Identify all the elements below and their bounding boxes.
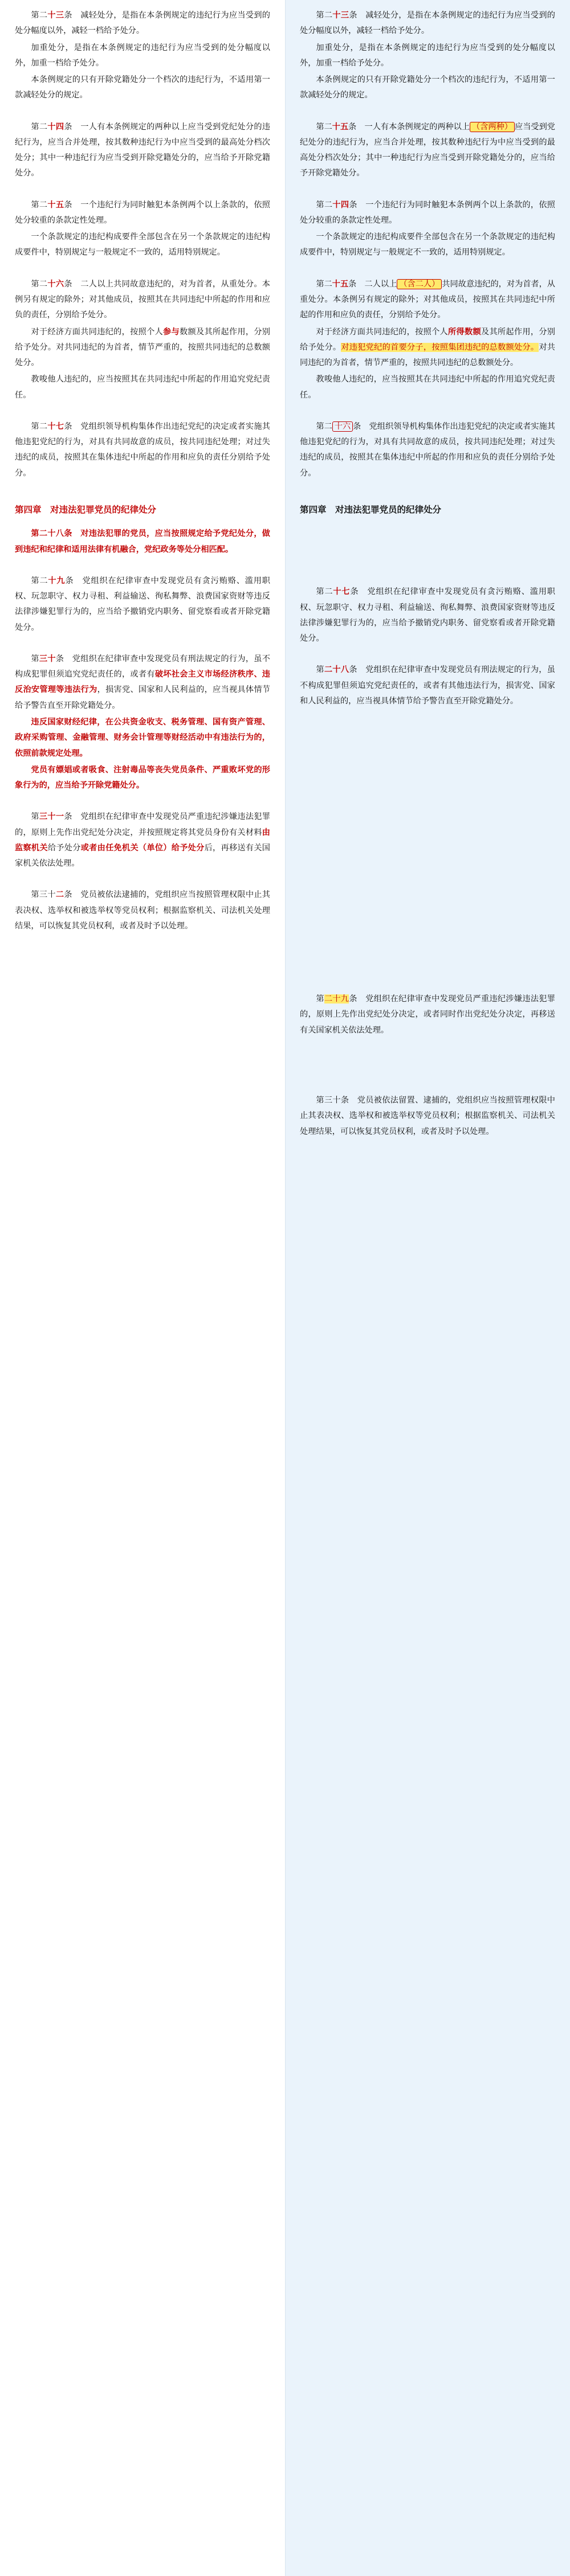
- paragraph-gap: [300, 1054, 555, 1074]
- paragraph-gap: [15, 518, 270, 526]
- paragraph-gap: [300, 802, 555, 822]
- paragraph-gap: [15, 482, 270, 502]
- paragraph-gap: [300, 880, 555, 899]
- inline-revision: 由监察机关: [15, 828, 270, 853]
- paragraph-gap: [300, 105, 555, 120]
- paragraph-gap: [300, 565, 555, 584]
- paragraph-gap: [300, 482, 555, 502]
- paragraph: 第二 十六 条 党组织领导机构集体作出违犯党纪的决定或者实施其他违犯党纪的行为，对具有共同故意的成员，按共同违纪处理；对过失违纪的成员，按照其在集体违纪中所起的作用和应负的责任分别给予处分。: [300, 421, 555, 478]
- inline-insertion: （含两种）: [470, 122, 515, 132]
- paragraph: 第三十一条 党组织在纪律审查中发现党员严重违纪涉嫌违法犯罪的，原则上先作出党纪处分决定，并按照规定将其党员身份有关材料由监察机关给予处分或者由任免机关（单位）给予处分后，再移送有关国家机关依法处理。: [15, 812, 270, 869]
- paragraph-gap: [300, 841, 555, 861]
- paragraph: 第二十七条 党组织在纪律审查中发现党员有贪污贿赂、滥用职权、玩忽职守、权力寻租、利益输送、徇私舞弊、浪费国家资财等违反法律涉嫌犯罪行为的，应当给予撤销党内职务、留党察看或者开除党籍处分。: [300, 587, 555, 644]
- paragraph-gap: [300, 518, 555, 526]
- paragraph-gap: [300, 262, 555, 277]
- article-number-highlight: 二十九: [324, 994, 349, 1004]
- chapter-heading: 第四章 对违法犯罪党员的纪律处分: [15, 504, 157, 515]
- column-divider: [285, 0, 286, 2576]
- article-number-highlight: 二: [55, 890, 64, 900]
- paragraph-gap: [15, 873, 270, 887]
- chapter-heading: 第四章 对违法犯罪党员的纪律处分: [300, 504, 442, 515]
- paragraph-gap: [300, 710, 555, 725]
- paragraph-gap: [300, 648, 555, 662]
- paragraph-gap: [300, 526, 555, 546]
- paragraph-gap: [15, 559, 270, 574]
- paragraph: 对于经济方面共同违纪的，按照个人所得数额及其所起作用，分别给予处分。对违犯党纪的首要分子，按照集团违纪的总数额处分。对共同违纪的为首者，情节严重的，按照共同违纪的总数额处分。: [300, 327, 555, 368]
- paragraph-gap: [300, 938, 555, 957]
- paragraph: 第二十六条 二人以上共同故意违纪的，对为首者，从重处分。本例另有规定的除外；对其他成员，按照其在共同违纪中所起的作用和应负的责任，分别给予处分。: [15, 279, 270, 320]
- inline-revision: 参与: [163, 327, 180, 337]
- paragraph: 本条例规定的只有开除党籍处分一个档次的违纪行为，不适用第一款减轻处分的规定。: [15, 75, 270, 100]
- paragraph: 教唆他人违纪的，应当按照其在共同违纪中所起的作用追究党纪责任。: [15, 375, 270, 400]
- paragraph-gap: [300, 899, 555, 919]
- article-number-highlight: 二十八: [324, 665, 349, 675]
- paragraph-new-article: 第二十八条 对违法犯罪的党员，应当按照规定给予党纪处分，做到违纪和纪律和适用法律有机融合，党纪政务等处分相匹配。: [15, 529, 270, 554]
- paragraph: 第二十五条 一人有本条例规定的两种以上 （含两种） 应当受到党纪处分的违纪行为，应当合并处理，按其数种违纪行为中应当受到的最高处分档次处分；其中一种违纪行为应当受到开除党籍处分的，应当给予开除党籍处分。: [300, 122, 555, 178]
- paragraph: 第二十九条 党组织在纪律审查中发现党员严重违纪涉嫌违法犯罪的，原则上先作出党纪处分决定，或者同时作出党纪处分决定，再移送有关国家机关依法处理。: [300, 994, 555, 1035]
- article-number-highlight: 十六: [47, 279, 64, 289]
- article-number-highlight: 三十一: [39, 812, 64, 822]
- paragraph: 一个条款规定的违纪构成要件全部包含在另一个条款规定的违纪构成要件中，特别规定与一般规定不一致的，适用特别规定。: [300, 232, 555, 257]
- paragraph: 第二十八条 党组织在纪律审查中发现党员有刑法规定的行为，虽不构成犯罪但须追究党纪责任的，或者有其他违法行为，损害党、国家和人民利益的，应当视具体情节给予警告直至开除党籍处分。: [300, 665, 555, 706]
- paragraph-gap: [300, 183, 555, 198]
- article-number-highlight: 十三: [332, 11, 349, 20]
- paragraph: 第二十三条 减轻处分，是指在本条例规定的违纪行为应当受到的处分幅度以外，减轻一档给予处分。: [300, 11, 555, 36]
- paragraph-gap: [300, 919, 555, 938]
- paragraph: 第三十二条 党员被依法逮捕的，党组织应当按照管理权限中止其表决权、选举权和被选举权等党员权利；根据监察机关、司法机关处理结果，可以恢复其党员权利，或者及时予以处理。: [15, 890, 270, 931]
- paragraph-gap: [300, 764, 555, 783]
- paragraph: 一个条款规定的违纪构成要件全部包含在另一个条款规定的违纪构成要件中，特别规定与一般规定不一致的，适用特别规定。: [15, 232, 270, 257]
- paragraph-gap: [300, 744, 555, 764]
- paragraph-gap: [300, 1074, 555, 1093]
- paragraph: 第二十四条 一个违纪行为同时触犯本条例两个以上条款的，依照处分较重的条款定性处理。: [300, 200, 555, 225]
- inline-revision: 或者由任免机关（单位）给予处分: [80, 843, 205, 853]
- article-number-highlight: 十五: [332, 279, 349, 289]
- paragraph-gap: [300, 546, 555, 565]
- column-new-version: [285, 0, 570, 2576]
- article-number-highlight: 十四: [332, 200, 349, 210]
- paragraph-gap: [300, 861, 555, 880]
- article-number-highlight: 十五: [332, 122, 349, 132]
- paragraph-gap: [15, 262, 270, 277]
- paragraph-gap: [15, 404, 270, 419]
- paragraph: 第三十条 党组织在纪律审查中发现党员有刑法规定的行为，虽不构成犯罪但须追究党纪责任的，或者有破坏社会主义市场经济秩序、违反治安管理等违法行为，损害党、国家和人民利益的，应当视具体情节给予警告直至开除党籍处分。: [15, 654, 270, 710]
- paragraph-gap: [300, 957, 555, 977]
- inline-revision: 所得数额: [448, 327, 481, 337]
- article-number-highlight: 十七: [47, 421, 64, 431]
- article-number-highlight: 十四: [47, 122, 64, 132]
- paragraph-gap: [15, 794, 270, 809]
- article-number-highlight: 十七: [333, 587, 351, 597]
- paragraph: 第二十五条 二人以上 （含二人） 共同故意违纪的，对为首者，从重处分。本条例另有规定的除外；对其他成员，按照其在共同违纪中所起的作用和应负的责任，分别给予处分。: [300, 279, 555, 320]
- article-number-highlight: 十三: [47, 11, 64, 20]
- paragraph: 第二十五条 一个违纪行为同时触犯本条例两个以上条款的，依照处分较重的条款定性处理。: [15, 200, 270, 225]
- paragraph-gap: [300, 977, 555, 992]
- paragraph-gap: [300, 822, 555, 841]
- paragraph-gap: [300, 404, 555, 419]
- paragraph-new-clause: 违反国家财经纪律，在公共资金收支、税务管理、国有资产管理、政府采购管理、金融管理、财务会计管理等财经活动中有违法行为的，依照前款规定处理。: [15, 718, 270, 758]
- paragraph-gap: [300, 725, 555, 744]
- inline-insertion: （含二人）: [397, 279, 442, 289]
- paragraph-gap: [15, 637, 270, 652]
- paragraph-gap: [15, 183, 270, 198]
- paragraph: 第三十条 党员被依法留置、逮捕的，党组织应当按照管理权限中止其表决权、选举权和被选举权等党员权利；根据监察机关、司法机关处理结果，可以恢复其党员权利，或者及时予以处理。: [300, 1096, 555, 1136]
- paragraph: 本条例规定的只有开除党籍处分一个档次的违纪行为，不适用第一款减轻处分的规定。: [300, 75, 555, 100]
- article-number-highlight: 十五: [47, 200, 64, 210]
- paragraph: 第二十九条 党组织在纪律审查中发现党员有贪污贿赂、滥用职权、玩忽职守、权力寻租、利益输送、徇私舞弊、浪费国家资财等违反法律涉嫌犯罪行为的，应当给予撤销党内职务、留党察看或者开除党籍处分。: [15, 576, 270, 632]
- paragraph-gap: [300, 783, 555, 802]
- paragraph: 加重处分，是指在本条例规定的违纪行为应当受到的处分幅度以外，加重一档给予处分。: [300, 43, 555, 68]
- paragraph: 第二十七条 党组织领导机构集体作出违纪党纪的决定或者实施其他违犯党纪的行为，对具有共同故意的成员，按共同违纪处理；对过失违纪的成员，按照其在集体违纪中所起的作用和应负的责任分别给予处分。: [15, 421, 270, 478]
- paragraph-gap: [300, 1039, 555, 1054]
- article-number-boxed: 十六: [332, 421, 353, 432]
- paragraph: 加重处分，是指在本条例规定的违纪行为应当受到的处分幅度以外，加重一档给予处分。: [15, 43, 270, 68]
- paragraph: 教唆他人违纪的，应当按照其在共同违纪中所起的作用追究党纪责任。: [300, 375, 555, 400]
- paragraph: 第二十三条 减轻处分，是指在本条例规定的违纪行为应当受到的处分幅度以外，减轻一档给予处分。: [15, 11, 270, 36]
- inline-revision: 破坏社会主义市场经济秩序、违反治安管理等违法行为: [15, 670, 270, 695]
- paragraph-gap: [15, 105, 270, 120]
- paragraph: 对于经济方面共同违纪的，按照个人参与数额及其所起作用，分别给予处分。对共同违纪的为首者，情节严重的，按照共同违纪的总数额处分。: [15, 327, 270, 368]
- article-number-highlight: 十九: [48, 576, 66, 585]
- paragraph: 第二十四条 一人有本条例规定的两种以上应当受到党纪处分的违纪行为，应当合并处理，按其数种违纪行为中应当受到的最高处分档次处分；其中一种违纪行为应当受到开除党籍处分的，应当给予开除党籍处分。: [15, 122, 270, 178]
- paragraph-new-clause: 党员有嫖娼或者吸食、注射毒品等丧失党员条件、严重败坏党的形象行为的，应当给予开除党籍处分。: [15, 765, 270, 791]
- article-number-highlight: 三十: [39, 654, 56, 664]
- inline-insertion-highlight: 对违犯党纪的首要分子，按照集团违纪的总数额处分。: [341, 342, 539, 352]
